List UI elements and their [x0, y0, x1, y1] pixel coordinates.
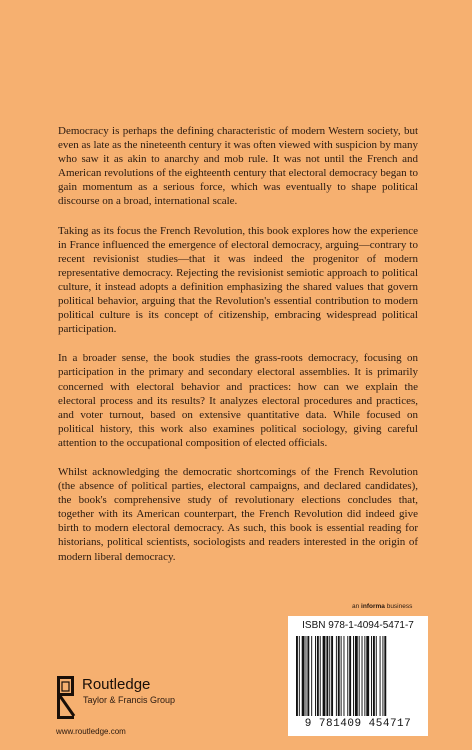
barcode-bar: [341, 636, 342, 716]
publisher-website: www.routledge.com: [56, 727, 126, 736]
barcode-bar: [336, 636, 337, 716]
barcode-bar: [306, 636, 307, 716]
barcode-bar: [326, 636, 328, 716]
barcode-bar: [380, 636, 381, 716]
barcode-bar: [384, 636, 386, 716]
barcode-bar: [338, 636, 340, 716]
barcode-bar: [331, 636, 333, 716]
barcode-bar: [371, 636, 372, 716]
barcode-bar: [347, 636, 348, 716]
barcode-bar: [373, 636, 375, 716]
isbn-label: ISBN 978-1-4094-5471-7: [302, 620, 414, 631]
publisher-name: Routledge: [82, 676, 151, 693]
informa-suffix: business: [386, 603, 413, 610]
blurb-paragraph: Whilst acknowledging the democratic shortcomings of the French Revolution (the absence of political parties, electoral campaigns, and declared candidates), the book's comprehensive study of revolutionary elections concludes that, together with its American counterpart, the French Revolution did indeed give birth to modern electoral democracy. As such, this book is essential reading for historians, political scientists, sociologists and readers interested in the origin of modern liberal democracy.: [58, 465, 418, 563]
barcode-bar: [366, 636, 369, 716]
barcode-bar: [307, 636, 309, 716]
barcode-bar: [329, 636, 330, 716]
blurb-paragraph: Democracy is perhaps the defining characteristic of modern Western society, but even as late as the nineteenth century it was often viewed with suspicion by many who saw it as akin to anarchy and mob rule. It was not until the French and American revolutions of the eighteenth century that electoral democracy began to gain momentum as a serious force, which was eventually to shape political discourse on a broad, international scale.: [58, 125, 418, 208]
barcode-bar: [296, 636, 298, 716]
barcode-bar: [362, 636, 363, 716]
blurb-text: [58, 124, 418, 579]
barcode-bar: [344, 636, 345, 716]
barcode-panel: [288, 616, 428, 736]
barcode-bar: [317, 636, 319, 716]
barcode-bar: [359, 636, 360, 716]
barcode-bar: [299, 636, 300, 716]
barcode-bar: [311, 636, 312, 716]
barcode-bar: [315, 636, 316, 716]
informa-prefix: an: [352, 603, 360, 610]
barcode-bar: [364, 636, 365, 716]
barcode-bar: [355, 636, 358, 716]
barcode-bar: [302, 636, 305, 716]
routledge-logo-icon: [56, 676, 76, 720]
blurb-paragraph: In a broader sense, the book studies the grass-roots democracy, focusing on participation in the primary and secondary electoral assemblies. It is primarily concerned with electoral behavior and practices: how can we explain the electoral process and its results? It analyzes electoral procedures and practices, and voter turnout, based on extensive quantitative data. While focused on political history, this work also examines political sociology, giving careful attention to the occupational composition of elected officials.: [58, 352, 418, 449]
blurb-paragraph: Taking as its focus the French Revolution, this book explores how the experience in France influenced the emergence of electoral democracy, arguing—contrary to recent revisionist studies—that it was indeed the progenitor of modern representative democracy. Rejecting the revisionist semiotic approach to political culture, it instead adopts a definition emphasizing the shared values that govern political behavior, arguing that the Revolution's essential contribution to modern political culture is its concept of citizenship, embracing widespread political participation.: [58, 224, 418, 336]
informa-tagline: [352, 603, 412, 610]
barcode-bar: [353, 636, 354, 716]
barcode-bar: [323, 636, 326, 716]
barcode-bar: [376, 636, 377, 716]
barcode-icon: [294, 636, 422, 718]
barcode-bar: [320, 636, 321, 716]
informa-brand: informa: [361, 603, 385, 610]
publisher-imprint: Taylor & Francis Group: [83, 695, 176, 705]
barcode-bar: [349, 636, 351, 716]
barcode-digits: 9 781409 454717: [304, 718, 412, 730]
barcode-bar: [382, 636, 383, 716]
